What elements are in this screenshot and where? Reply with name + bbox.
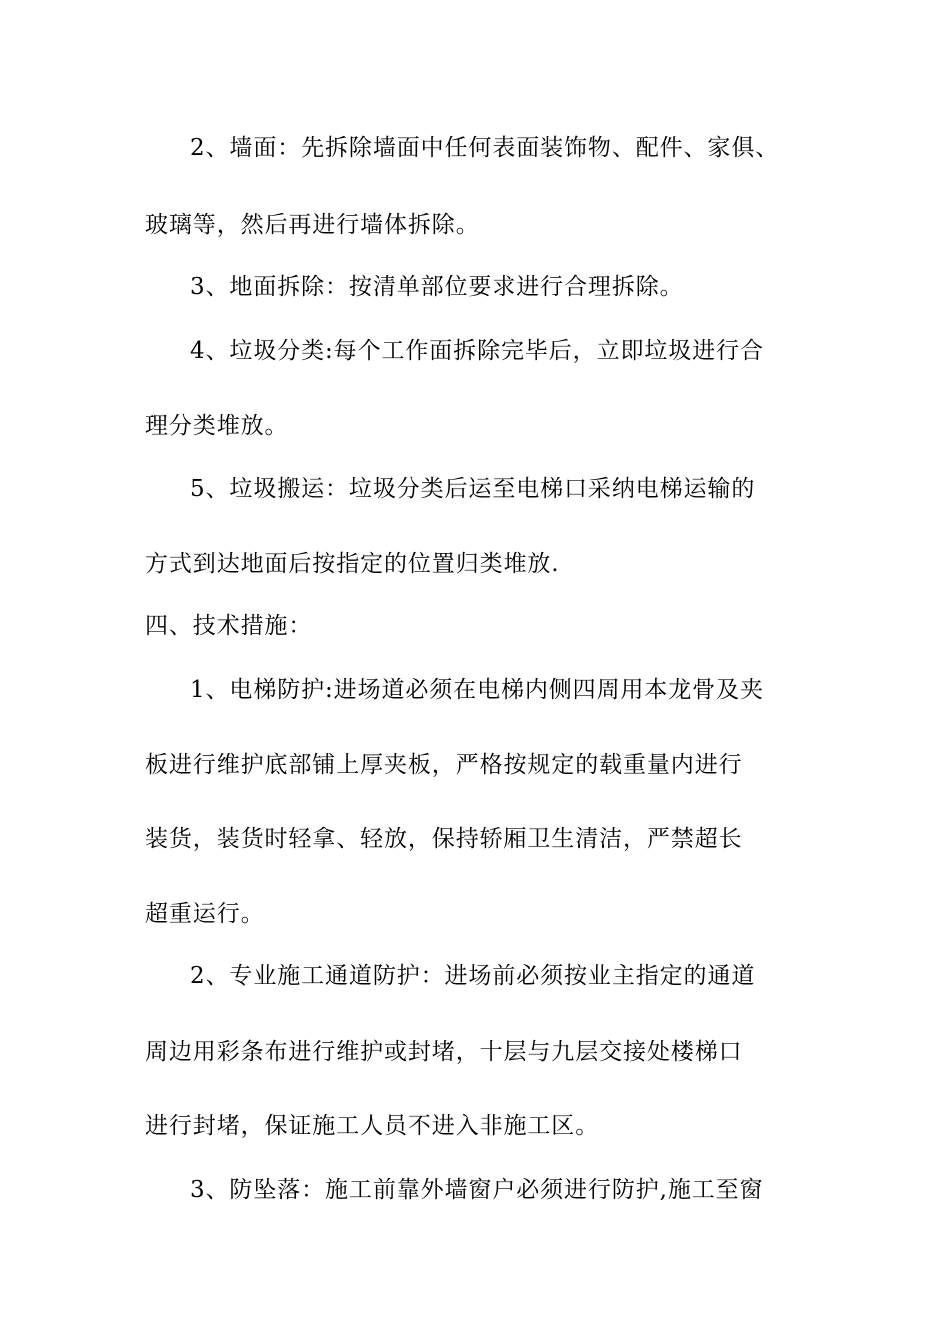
paragraph-line: 4、垃圾分类:每个工作面拆除完毕后，立即垃圾进行合 (190, 338, 764, 364)
paragraph-line: 5、垃圾搬运：垃圾分类后运至电梯口采纳电梯运输的 (190, 476, 756, 502)
paragraph-line: 3、防坠落：施工前靠外墙窗户必须进行防护,施工至窗 (190, 1177, 764, 1203)
paragraph-line: 超重运行。 (145, 901, 265, 927)
paragraph-line: 1、电梯防护:进场道必须在电梯内侧四周用本龙骨及夹 (190, 677, 764, 703)
paragraph-line: 2、墙面：先拆除墙面中任何表面装饰物、配件、家俱、 (190, 135, 780, 161)
paragraph-line: 3、地面拆除：按清单部位要求进行合理拆除。 (190, 274, 684, 300)
section-heading: 四、技术措施： (145, 613, 313, 639)
paragraph-line: 进行封堵，保证施工人员不进入非施工区。 (145, 1113, 600, 1139)
paragraph-line: 周边用彩条布进行维护或封堵，十层与九层交接处楼梯口 (145, 1039, 743, 1065)
paragraph-line: 板进行维护底部铺上厚夹板，严格按规定的载重量内进行 (145, 752, 743, 778)
paragraph-line: 方式到达地面后按指定的位置归类堆放. (145, 551, 560, 577)
paragraph-line: 玻璃等，然后再进行墙体拆除。 (145, 212, 480, 238)
paragraph-line: 理分类堆放。 (145, 413, 289, 439)
paragraph-line: 2、专业施工通道防护：进场前必须按业主指定的通道 (190, 963, 756, 989)
paragraph-line: 装货，装货时轻拿、轻放，保持轿厢卫生清洁，严禁超长 (145, 826, 743, 852)
